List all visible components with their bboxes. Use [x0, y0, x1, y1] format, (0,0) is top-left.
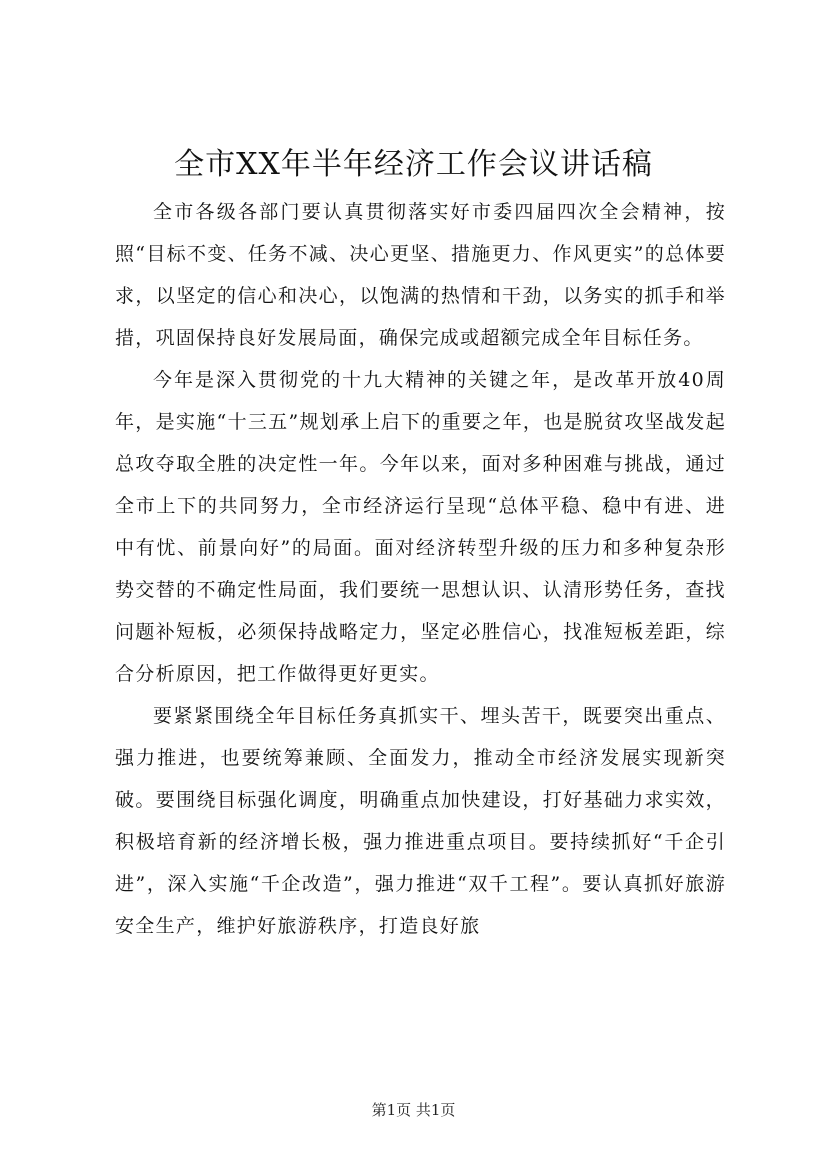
page-number-footer: 第1页 共1页	[371, 1101, 456, 1119]
paragraph-2: 今年是深入贯彻党的十九大精神的关键之年，是改革开放40周年，是实施“十三五”规划承上启下的重要之年，也是脱贫攻坚战发起总攻夺取全胜的决定性一年。今年以来，面对多种困难与挑战，通过全市上下的共同努力，全市经济运行呈现“总体平稳、稳中有进、进中有忧、前景向好”的局面。面对经济转型升级的压力和多种复杂形势交替的不确定性局面，我们要统一思想认识、认清形势任务，查找问题补短板，必须保持战略定力，坚定必胜信心，找准短板差距，综合分析原因，把工作做得更好更实。	[115, 369, 726, 685]
paragraph-1: 全市各级各部门要认真贯彻落实好市委四届四次全会精神，按照“目标不变、任务不减、决心更坚、措施更力、作风更实”的总体要求，以坚定的信心和决心，以饱满的热情和干劲，以务实的抓手和举措，巩固保持良好发展局面，确保完成或超额完成全年目标任务。	[115, 201, 726, 349]
document-body	[115, 191, 726, 947]
document-title: 全市XX年半年经济工作会议讲话稿	[174, 147, 653, 182]
paragraph-3: 要紧紧围绕全年目标任务真抓实干、埋头苦干，既要突出重点、强力推进，也要统筹兼顾、全面发力，推动全市经济发展实现新突破。要围绕目标强化调度，明确重点加快建设，打好基础力求实效，积极培育新的经济增长极，强力推进重点项目。要持续抓好“千企引进”，深入实施“千企改造”，强力推进“双千工程”。要认真抓好旅游安全生产，维护好旅游秩序，打造良好旅	[115, 705, 726, 937]
